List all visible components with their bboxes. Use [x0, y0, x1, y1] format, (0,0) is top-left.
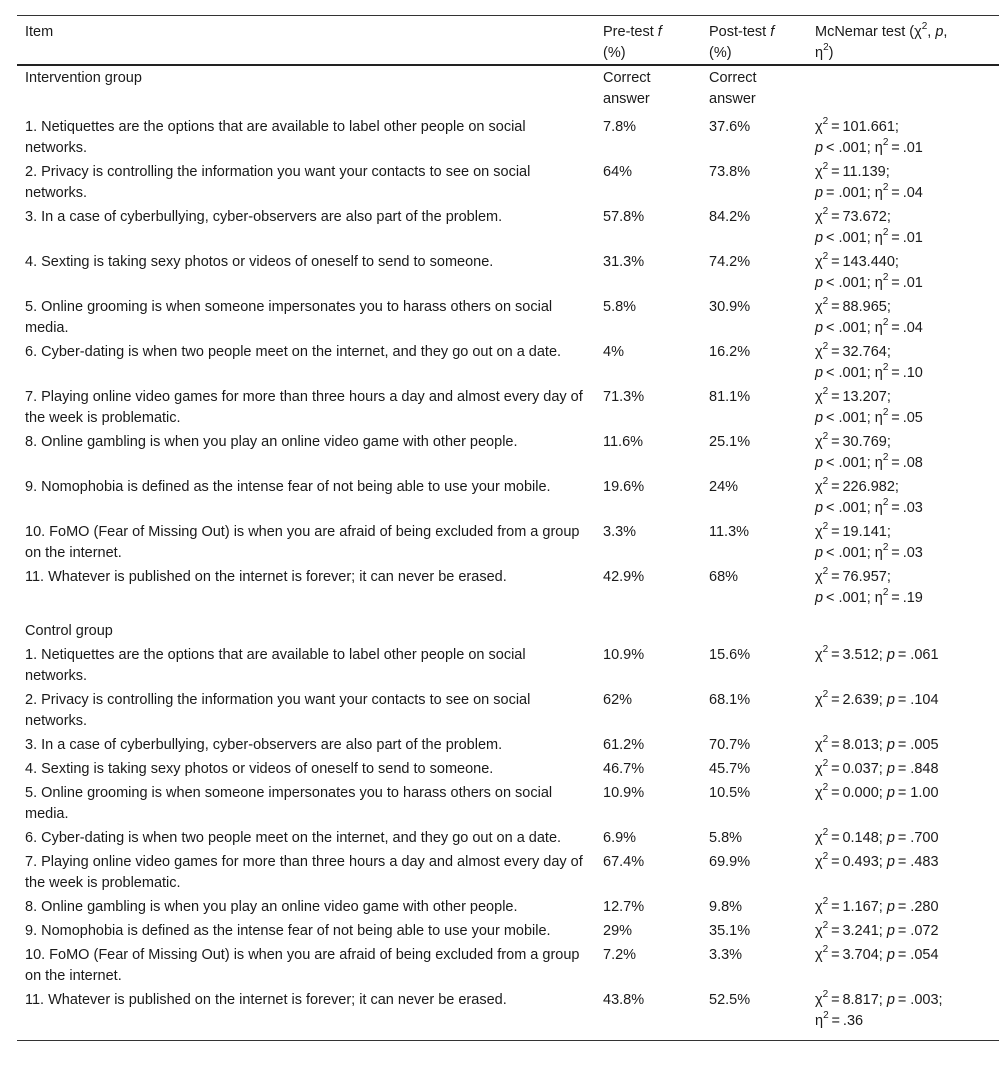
chi-square-value: 3.241	[842, 923, 879, 939]
pre-test-value: 43.8%	[595, 988, 701, 1041]
chi-square-value: 0.037	[842, 761, 879, 777]
mcnemar-value: $\chi^2 = 0.000$; p = 1.00	[815, 782, 939, 801]
p-value: = .005	[897, 737, 939, 753]
table-row	[17, 250, 999, 295]
eta-squared-value: .03	[902, 545, 923, 561]
eta-squared-value: .01	[902, 140, 923, 156]
chi-square-value: 13.207	[842, 389, 887, 405]
item-text: 3. In a case of cyberbullying, cyber-observers are also part of the problem.	[25, 209, 503, 225]
post-test-value: 16.2%	[709, 344, 751, 360]
pre-test-value: 31.3%	[603, 254, 645, 270]
mcnemar-value: $\chi^2 = 19.141$; p < .001; $\eta^2 = .03$	[815, 521, 923, 561]
p-value: = .001	[825, 185, 867, 201]
pre-test-value: 62%	[603, 692, 633, 708]
p-value: < .001	[825, 410, 867, 426]
item-text: 11. Whatever is published on the internet is forever; it can never be erased.	[17, 988, 595, 1041]
p-value: < .001	[825, 545, 867, 561]
eta-squared-value: .19	[902, 590, 923, 606]
eta-squared-value: .08	[902, 455, 923, 471]
control-group-row	[17, 610, 999, 643]
header-pre-test: Pre-test f (%)	[595, 16, 701, 66]
pre-test-value: 46.7%	[603, 761, 645, 777]
post-test-value: 37.6%	[709, 119, 751, 135]
item-text: 7. Playing online video games for more than three hours a day and almost every day of the week is problematic.	[25, 389, 583, 426]
mcnemar-value: $\chi^2 = 88.965$; p < .001; $\eta^2 = .04$	[815, 296, 923, 336]
post-test-value: 11.3%	[709, 524, 750, 540]
chi-square-value: 8.817	[842, 992, 879, 1008]
table-row	[17, 757, 999, 781]
p-value: < .001	[825, 140, 867, 156]
table-row	[17, 781, 999, 826]
table-row	[17, 850, 999, 895]
post-test-value: 68%	[709, 569, 739, 585]
chi-square-value: 32.764	[842, 344, 887, 360]
table-row	[17, 340, 999, 385]
post-test-value: 73.8%	[709, 164, 751, 180]
item-text: 6. Cyber-dating is when two people meet on the internet, and they go out on a date.	[25, 830, 562, 846]
table-row	[17, 733, 999, 757]
p-value: = .483	[897, 854, 939, 870]
eta-squared-value: .03	[902, 500, 923, 516]
mcnemar-value: $\chi^2 = 32.764$; p < .001; $\eta^2 = .10$	[815, 341, 923, 381]
table-row	[17, 295, 999, 340]
post-test-value: 35.1%	[709, 923, 751, 939]
mcnemar-value: $\chi^2 = 8.013$; p = .005	[815, 734, 939, 753]
post-test-value: 52.5%	[701, 988, 807, 1041]
table-row	[17, 826, 999, 850]
chi-square-value: 0.000	[842, 785, 879, 801]
p-value: < .001	[825, 275, 867, 291]
pre-test-value: 7.8%	[603, 119, 637, 135]
item-text: 3. In a case of cyberbullying, cyber-observers are also part of the problem.	[25, 737, 503, 753]
chi-square-value: 73.672	[842, 209, 887, 225]
header-item: Item	[17, 16, 595, 66]
post-test-value: 5.8%	[709, 830, 743, 846]
post-test-value: 9.8%	[709, 899, 743, 915]
chi-square-value: 2.639	[842, 692, 879, 708]
table-row	[17, 160, 999, 205]
chi-square-value: 143.440	[842, 254, 895, 270]
item-text: 5. Online grooming is when someone impersonates you to harass others on social media.	[25, 299, 553, 336]
mcnemar-value: $\chi^2 = 0.148$; p = .700	[815, 827, 939, 846]
table-row	[17, 520, 999, 565]
item-text: 5. Online grooming is when someone impersonates you to harass others on social media.	[25, 785, 553, 822]
table-row	[17, 565, 999, 610]
eta-squared-value: .05	[902, 410, 923, 426]
post-test-value: 15.6%	[709, 647, 751, 663]
eta-squared-value: .01	[902, 275, 923, 291]
chi-square-value: 101.661	[842, 119, 895, 135]
p-value: = .054	[897, 947, 939, 963]
control-group-label: Control group	[25, 623, 113, 639]
chi-square-value: 76.957	[842, 569, 887, 585]
pre-test-value: 11.6%	[603, 434, 644, 450]
mcnemar-value: $\chi^2 = 1.167$; p = .280	[815, 896, 939, 915]
p-value: < .001	[825, 455, 867, 471]
table-row	[17, 943, 999, 988]
p-value: = .280	[897, 899, 939, 915]
p-value: = .072	[897, 923, 939, 939]
eta-squared-value: .10	[902, 365, 923, 381]
chi-square-value: 88.965	[842, 299, 887, 315]
pre-test-value: 3.3%	[603, 524, 637, 540]
mcnemar-value: $\chi^2 = 3.512$; p = .061	[815, 644, 939, 663]
mcnemar-value: $\chi^2 = 76.957$; p < .001; $\eta^2 = .19$	[815, 566, 923, 606]
mcnemar-value: $\chi^2 = 13.207$; p < .001; $\eta^2 = .05$	[815, 386, 923, 426]
chi-square-value: 3.704	[842, 947, 879, 963]
mcnemar-value: $\chi^2 = 0.493$; p = .483	[815, 851, 939, 870]
mcnemar-value: $\chi^2 = 3.241$; p = .072	[815, 920, 939, 939]
p-value: = .104	[897, 692, 939, 708]
pre-test-value: 61.2%	[603, 737, 645, 753]
p-value: < .001	[825, 590, 867, 606]
pre-test-value: 29%	[603, 923, 633, 939]
item-text: 7. Playing online video games for more than three hours a day and almost every day of the week is problematic.	[25, 854, 583, 891]
table-row	[17, 895, 999, 919]
table-row	[17, 688, 999, 733]
post-test-value: 25.1%	[709, 434, 751, 450]
item-text: 8. Online gambling is when you play an online video game with other people.	[25, 434, 518, 450]
item-text: 4. Sexting is taking sexy photos or videos of oneself to send to someone.	[25, 254, 494, 270]
post-test-value: 24%	[709, 479, 739, 495]
item-text: 8. Online gambling is when you play an online video game with other people.	[25, 899, 518, 915]
item-text: 6. Cyber-dating is when two people meet on the internet, and they go out on a date.	[25, 344, 562, 360]
chi-square-value: 1.167	[842, 899, 879, 915]
post-test-value: 10.5%	[709, 785, 751, 801]
chi-square-value: 8.013	[842, 737, 879, 753]
table-row	[17, 205, 999, 250]
item-text: 1. Netiquettes are the options that are available to label other people on social networks.	[25, 119, 526, 156]
p-value: < .001	[825, 500, 867, 516]
mcnemar-value: $\chi^2 = 8.817$; p = .003; $\eta^2 = .36$	[807, 988, 999, 1041]
post-test-value: 69.9%	[709, 854, 751, 870]
pre-test-value: 10.9%	[603, 647, 645, 663]
pre-test-value: 6.9%	[603, 830, 637, 846]
chi-square-value: 0.148	[842, 830, 879, 846]
pre-test-value: 42.9%	[603, 569, 645, 585]
table-row	[17, 111, 999, 160]
table-row	[17, 988, 999, 1041]
pre-test-value: 67.4%	[603, 854, 645, 870]
post-test-value: 81.1%	[709, 389, 751, 405]
mcnemar-value: $\chi^2 = 0.037$; p = .848	[815, 758, 939, 777]
post-test-value: 30.9%	[709, 299, 751, 315]
mcnemar-value: $\chi^2 = 30.769$; p < .001; $\eta^2 = .08$	[815, 431, 923, 471]
post-test-value: 68.1%	[709, 692, 751, 708]
item-text: 10. FoMO (Fear of Missing Out) is when you are afraid of being excluded from a group on the internet.	[25, 524, 580, 561]
p-value: = 1.00	[897, 785, 939, 801]
post-test-value: 3.3%	[709, 947, 743, 963]
chi-square-value: 19.141	[842, 524, 887, 540]
item-text: 4. Sexting is taking sexy photos or videos of oneself to send to someone.	[25, 761, 494, 777]
p-value: < .001	[825, 365, 867, 381]
table-row	[17, 643, 999, 688]
intervention-group-row	[17, 65, 999, 111]
table-row	[17, 475, 999, 520]
chi-square-value: 226.982	[842, 479, 895, 495]
item-text: 9. Nomophobia is defined as the intense fear of not being able to use your mobile.	[25, 923, 551, 939]
pre-test-value: 4%	[603, 344, 624, 360]
eta-squared-value: .04	[902, 185, 923, 201]
post-test-value: 74.2%	[709, 254, 751, 270]
eta-squared-value: .04	[902, 320, 923, 336]
post-test-value: 45.7%	[709, 761, 751, 777]
pre-test-value: 7.2%	[603, 947, 637, 963]
header-post-test: Post-test f (%)	[701, 16, 807, 66]
item-text: 11. Whatever is published on the internet is forever; it can never be erased.	[25, 569, 507, 585]
mcnemar-value: $\chi^2 = 101.661$; p < .001; $\eta^2 = .01$	[815, 116, 923, 156]
item-text: 2. Privacy is controlling the information you want your contacts to see on social networks.	[25, 692, 531, 729]
intervention-group-label: Intervention group	[25, 70, 142, 86]
mcnemar-value: $\chi^2 = 226.982$; p < .001; $\eta^2 = .03$	[815, 476, 923, 516]
p-value: = .848	[897, 761, 939, 777]
pre-correct-answer: Correct answer	[603, 70, 651, 107]
chi-square-value: 0.493	[842, 854, 879, 870]
item-text: 9. Nomophobia is defined as the intense fear of not being able to use your mobile.	[25, 479, 551, 495]
pre-test-value: 10.9%	[603, 785, 645, 801]
pre-test-value: 64%	[603, 164, 633, 180]
table-row	[17, 385, 999, 430]
post-correct-answer: Correct answer	[709, 70, 757, 107]
eta-squared-value: .36	[842, 1013, 864, 1029]
header-row	[17, 16, 999, 66]
mcnemar-value: $\chi^2 = 73.672$; p < .001; $\eta^2 = .01$	[815, 206, 923, 246]
mcnemar-value: $\chi^2 = 2.639$; p = .104	[815, 689, 939, 708]
chi-square-value: 11.139	[842, 164, 886, 180]
p-value: < .001	[825, 230, 867, 246]
header-mcnemar: McNemar test ($\chi^2$, p, $\eta^2$)	[807, 16, 999, 66]
item-text: 1. Netiquettes are the options that are available to label other people on social networks.	[25, 647, 526, 684]
results-table	[17, 15, 999, 1041]
table-row	[17, 430, 999, 475]
eta-squared-value: .01	[902, 230, 923, 246]
chi-square-value: 3.512	[842, 647, 879, 663]
post-test-value: 70.7%	[709, 737, 751, 753]
post-test-value: 84.2%	[709, 209, 751, 225]
pre-test-value: 57.8%	[603, 209, 645, 225]
pre-test-value: 71.3%	[603, 389, 645, 405]
p-value: = .700	[897, 830, 939, 846]
mcnemar-value: $\chi^2 = 3.704$; p = .054	[815, 944, 939, 963]
pre-test-value: 19.6%	[603, 479, 645, 495]
p-value: = .003	[897, 992, 939, 1008]
item-text: 10. FoMO (Fear of Missing Out) is when you are afraid of being excluded from a group on the internet.	[25, 947, 580, 984]
mcnemar-value: $\chi^2 = 143.440$; p < .001; $\eta^2 = .01$	[815, 251, 923, 291]
p-value: < .001	[825, 320, 867, 336]
item-text: 2. Privacy is controlling the information you want your contacts to see on social networks.	[25, 164, 531, 201]
pre-test-value: 5.8%	[603, 299, 637, 315]
chi-square-value: 30.769	[842, 434, 887, 450]
table-row	[17, 919, 999, 943]
p-value: = .061	[897, 647, 939, 663]
pre-test-value: 12.7%	[603, 899, 645, 915]
mcnemar-value: $\chi^2 = 11.139$; p = .001; $\eta^2 = .04$	[815, 161, 923, 201]
